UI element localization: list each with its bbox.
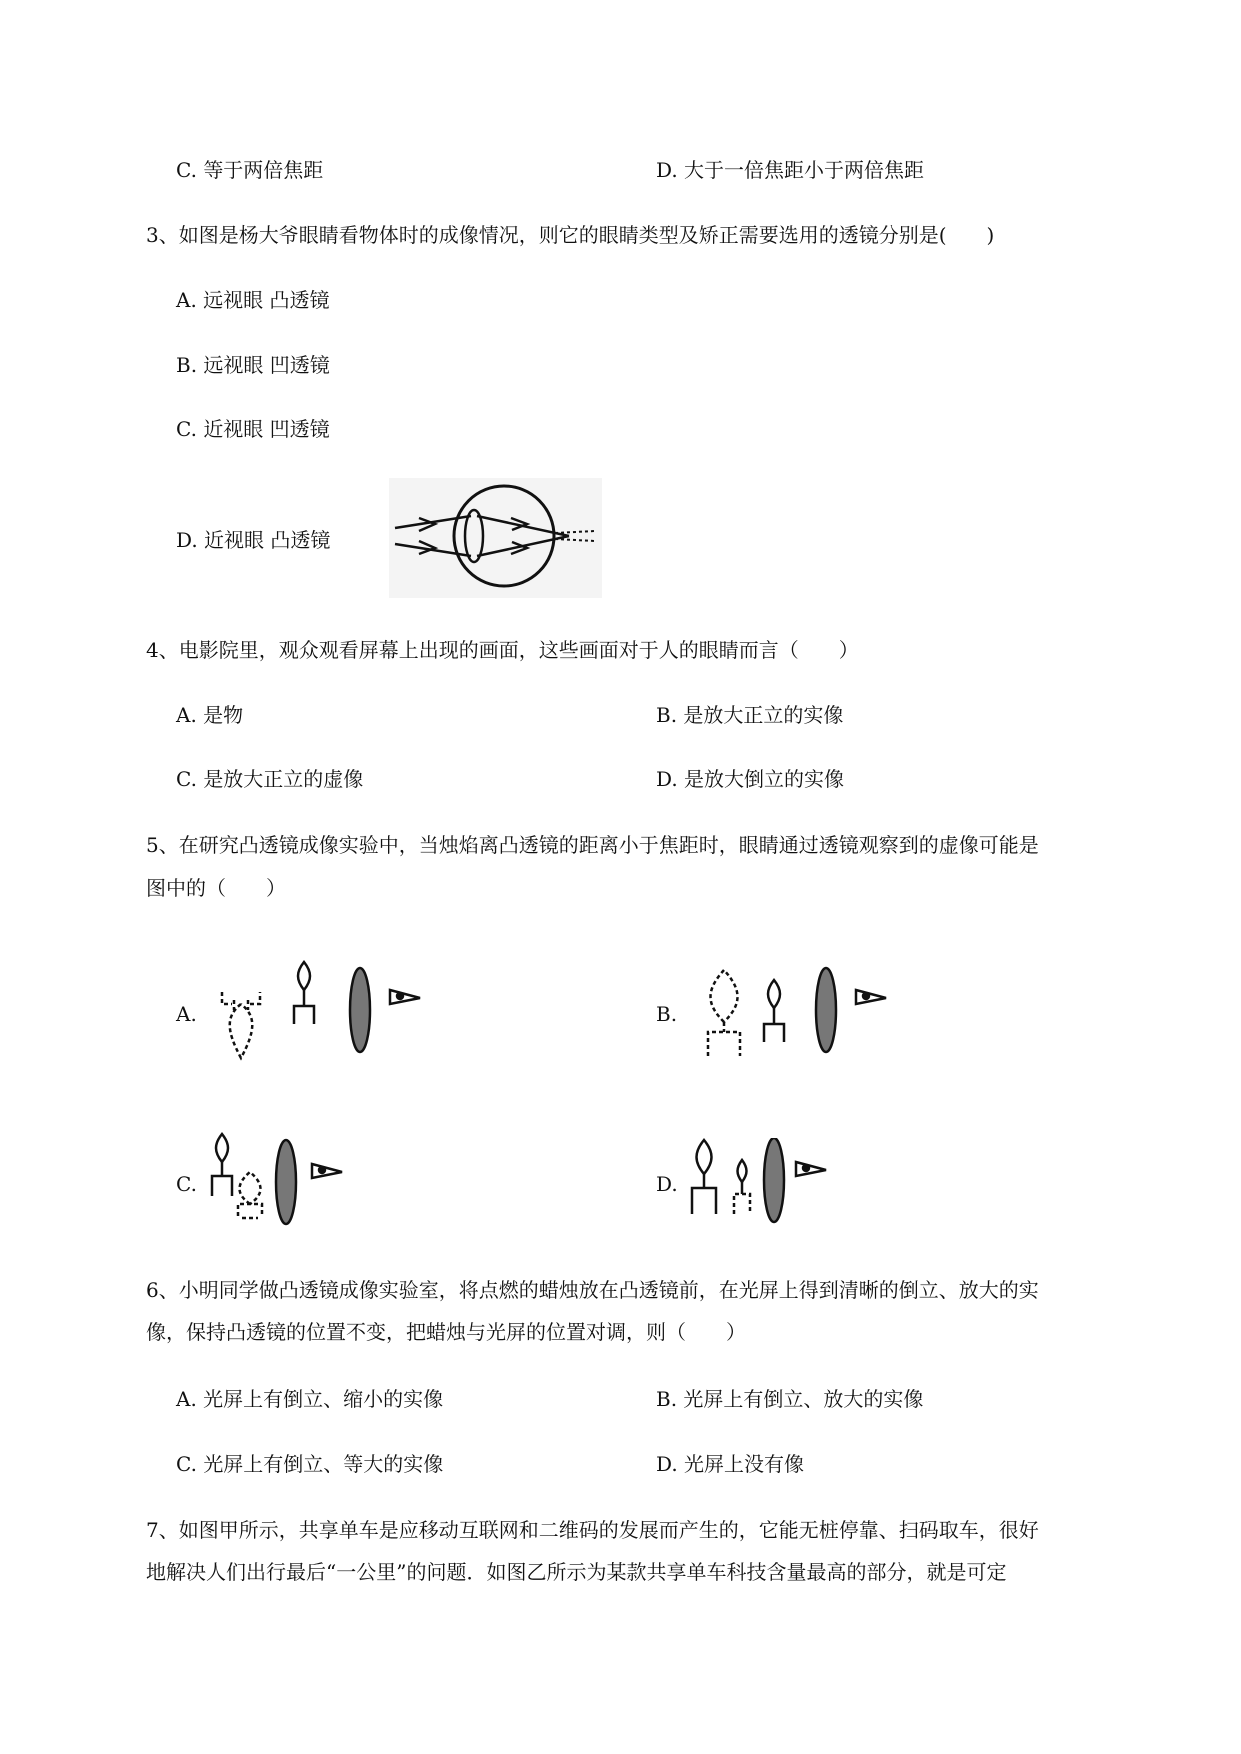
real-candle xyxy=(294,962,314,1024)
q6-option-b xyxy=(656,1385,923,1413)
eye-symbol xyxy=(390,990,420,1004)
q3-option-b xyxy=(176,351,330,379)
q7-stem-line1: 7、如图甲所示，共享单车是应移动互联网和二维码的发展而产生的，它能无桩停靠、扫码取车，很好 xyxy=(146,1518,1039,1542)
convex-lens xyxy=(764,1138,784,1222)
q5-option-b-letter: B. xyxy=(656,1002,678,1026)
candle-lens-eye-b xyxy=(692,960,914,1065)
option-text: 是放大倒立的实像 xyxy=(684,767,845,791)
candle-lens-eye-d xyxy=(690,1138,870,1238)
q3-option-c xyxy=(176,415,330,443)
option-letter: A. xyxy=(176,703,197,727)
q5-option-d-figure xyxy=(690,1138,870,1238)
q5-stem-line2: 图中的（ ） xyxy=(146,876,286,900)
candle-lens-eye-a xyxy=(212,960,434,1065)
q3-option-d xyxy=(176,526,330,554)
q3-option-a xyxy=(176,286,330,314)
option-letter: C. xyxy=(176,767,197,791)
option-letter: B. xyxy=(176,353,198,377)
upright-candle-left xyxy=(212,1134,232,1196)
option-letter: D. xyxy=(176,528,198,552)
option-letter: A. xyxy=(176,1387,197,1411)
eye-symbol xyxy=(312,1164,342,1178)
q4-option-d xyxy=(656,765,844,793)
option-text: 光屏上有倒立、缩小的实像 xyxy=(203,1387,444,1411)
eye-symbol xyxy=(796,1162,826,1176)
eye-diagram-svg xyxy=(389,478,602,598)
q4-option-a xyxy=(176,701,243,729)
option-letter: C. xyxy=(176,158,197,182)
option-letter: B. xyxy=(656,703,678,727)
option-letter: C. xyxy=(176,417,197,441)
option-text: 远视眼 凸透镜 xyxy=(203,288,330,312)
option-text: 光屏上有倒立、放大的实像 xyxy=(683,1387,924,1411)
option-text: 近视眼 凸透镜 xyxy=(204,528,331,552)
upright-virtual-candle xyxy=(708,970,740,1056)
q5-option-c-letter: C. xyxy=(176,1172,197,1196)
convex-lens xyxy=(816,968,836,1052)
q4-option-b xyxy=(656,701,843,729)
q6-option-a xyxy=(176,1385,443,1413)
q6-stem-line1: 6、小明同学做凸透镜成像实验室，将点燃的蜡烛放在凸透镜前，在光屏上得到清晰的倒立、放大的实 xyxy=(146,1278,1039,1302)
q3-stem: 3、如图是杨大爷眼睛看物体时的成像情况，则它的眼睛类型及矫正需要选用的透镜分别是( ) xyxy=(146,223,995,247)
option-letter: D. xyxy=(656,158,678,182)
real-candle xyxy=(764,980,784,1042)
q2-option-c xyxy=(176,156,323,184)
option-text: 光屏上没有像 xyxy=(684,1452,805,1476)
option-text: 远视眼 凹透镜 xyxy=(203,353,330,377)
q4-option-c xyxy=(176,765,363,793)
convex-lens xyxy=(350,968,370,1052)
option-letter: B. xyxy=(656,1387,678,1411)
option-text: 近视眼 凹透镜 xyxy=(203,417,330,441)
eye-diagram xyxy=(389,478,602,598)
inverted-candle-right xyxy=(238,1172,262,1218)
q6-option-d xyxy=(656,1450,804,1478)
option-text: 大于一倍焦距小于两倍焦距 xyxy=(684,158,925,182)
upright-candle-large xyxy=(692,1140,716,1214)
option-letter: D. xyxy=(656,767,678,791)
candle-lens-eye-c xyxy=(200,1128,380,1238)
option-letter: C. xyxy=(176,1452,197,1476)
option-text: 光屏上有倒立、等大的实像 xyxy=(203,1452,444,1476)
q6-stem-line2: 像，保持凸透镜的位置不变，把蜡烛与光屏的位置对调，则（ ） xyxy=(146,1320,746,1344)
q5-option-d-letter: D. xyxy=(656,1172,678,1196)
q5-option-c-figure xyxy=(200,1128,380,1238)
option-text: 等于两倍焦距 xyxy=(203,158,324,182)
q6-option-c xyxy=(176,1450,443,1478)
q5-option-a-figure xyxy=(212,960,434,1065)
convex-lens xyxy=(276,1140,296,1224)
option-text: 是放大正立的实像 xyxy=(683,703,844,727)
q5-stem-line1: 5、在研究凸透镜成像实验中，当烛焰离凸透镜的距离小于焦距时，眼睛通过透镜观察到的虚像可能是 xyxy=(146,833,1039,857)
eye-symbol xyxy=(856,990,886,1004)
option-letter: D. xyxy=(656,1452,678,1476)
inverted-virtual-candle xyxy=(222,992,260,1058)
option-text: 是物 xyxy=(203,703,244,727)
q4-stem: 4、电影院里，观众观看屏幕上出现的画面，这些画面对于人的眼睛而言（ ） xyxy=(146,638,859,662)
upright-candle-small xyxy=(734,1160,750,1214)
option-letter: A. xyxy=(176,288,197,312)
q5-option-b-figure xyxy=(692,960,914,1065)
q7-stem-line2: 地解决人们出行最后“一公里”的问题．如图乙所示为某款共享单车科技含量最高的部分，就是可定 xyxy=(146,1560,1007,1584)
q5-option-a-letter: A. xyxy=(176,1002,197,1026)
option-text: 是放大正立的虚像 xyxy=(203,767,364,791)
q2-option-d xyxy=(656,156,924,184)
